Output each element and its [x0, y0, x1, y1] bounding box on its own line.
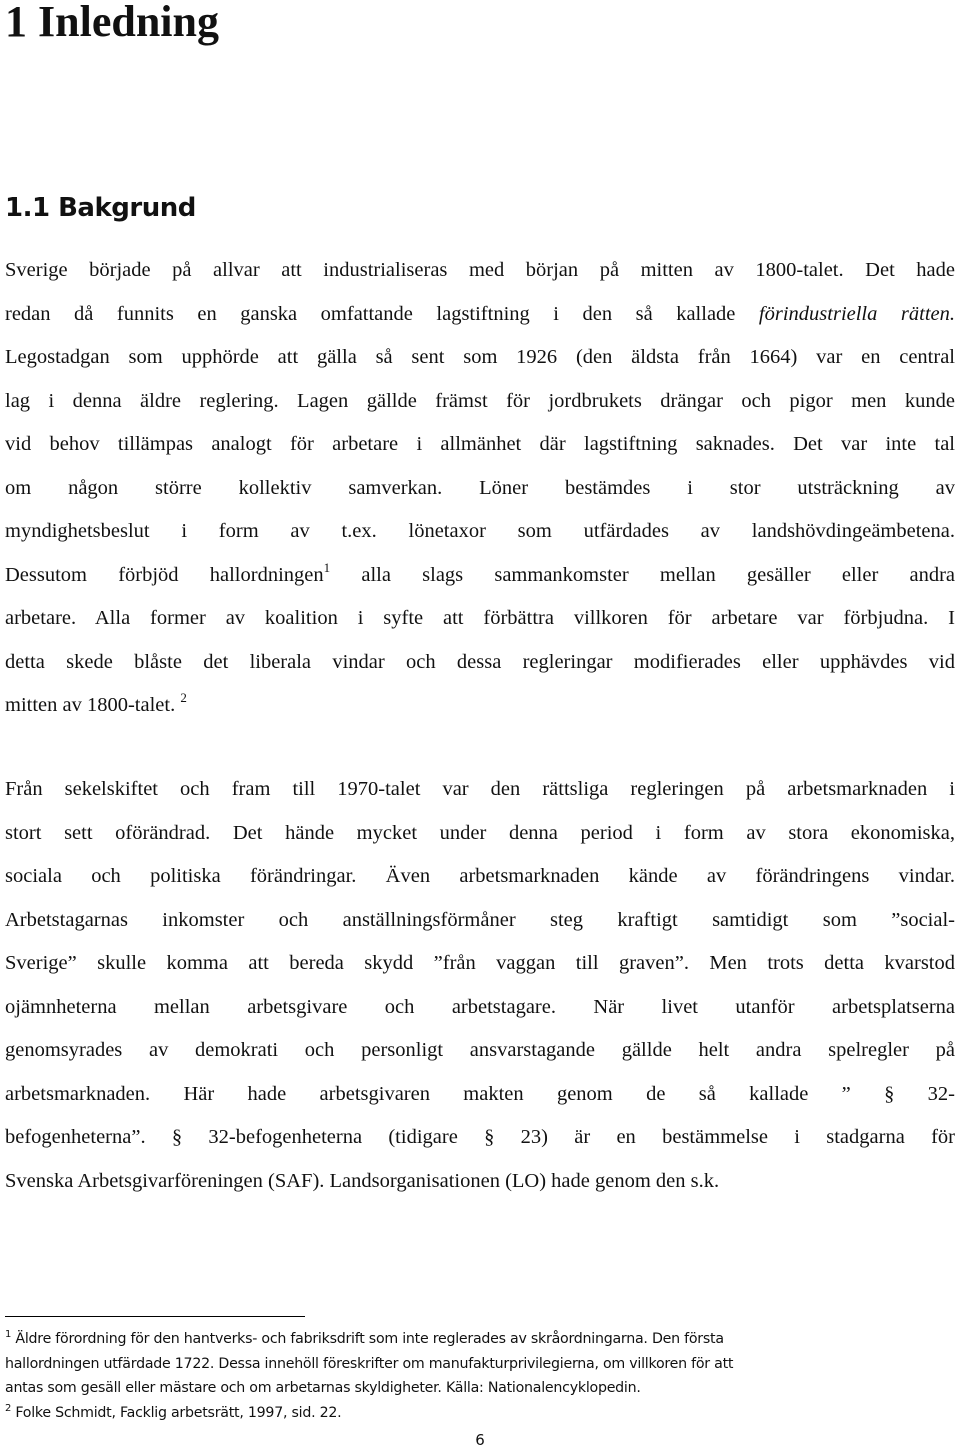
- footnote-2-line: [5, 1401, 955, 1426]
- section-heading: 1.1 Bakgrund: [5, 193, 196, 223]
- paragraph-bakgrund-2: [5, 768, 955, 1203]
- text-segment: Dessutom förbjöd hallordningen: [5, 563, 324, 586]
- footnote-text: Äldre förordning för den hantverks- och fabriksdrift som inte reglerades av skråordningarna. Den första: [15, 1331, 724, 1347]
- footnote-separator: [5, 1316, 305, 1317]
- footnotes: [5, 1327, 955, 1425]
- paragraph-bakgrund-1: [5, 249, 955, 728]
- text-segment: alla slags sammankomster mellan gesäller eller andra: [361, 563, 955, 586]
- text-line: lag i denna äldre reglering. Lagen gällde främst för jordbrukets drängar och pigor men kunde: [5, 389, 955, 412]
- text-line: Sverige började på allvar att industrialiseras med början på mitten av 1800-talet. Det hade: [5, 259, 955, 281]
- footnote-number: 2: [5, 1402, 12, 1414]
- text-line: [5, 554, 955, 598]
- chapter-heading: 1 Inledning: [5, 0, 219, 46]
- text-segment: redan då funnits en ganska omfattande lagstiftning i den så kallade: [5, 302, 736, 325]
- text-segment: mitten av 1800-talet.: [5, 694, 176, 716]
- text-line: [5, 684, 955, 728]
- footnote-text: Folke Schmidt, Facklig arbetsrätt, 1997, sid. 22.: [15, 1404, 342, 1421]
- text-line: om någon större kollektiv samverkan. Löner bestämdes i stor utsträckning av: [5, 476, 955, 499]
- footnote-1-line: antas som gesäll eller mästare och om arbetarnas skyldigheter. Källa: Nationalencyklopedin.: [5, 1380, 641, 1396]
- text-line: Sverige” skulle komma att bereda skydd ”från vaggan till graven”. Men trots detta kvarstod: [5, 952, 955, 974]
- footnote-reference[interactable]: 1: [323, 559, 331, 575]
- footnote-1-line: [5, 1327, 955, 1352]
- text-line: ojämnheterna mellan arbetsgivare och arbetstagare. När livet utanför arbetsplatserna: [5, 995, 955, 1018]
- text-line: sociala och politiska förändringar. Även arbetsmarknaden kände av förändringens vindar.: [5, 865, 955, 887]
- text-line: vid behov tillämpas analogt för arbetare i allmänhet där lagstiftning saknades. Det var inte tal: [5, 433, 955, 455]
- text-line: arbetare. Alla former av koalition i syfte att förbättra villkoren för arbetare var förbjudna. I: [5, 607, 955, 629]
- italic-term: förindustriella rätten.: [758, 302, 955, 325]
- text-line: Arbetstagarnas inkomster och anställningsförmåner steg kraftigt samtidigt som ”social-: [5, 908, 955, 931]
- text-line: stort sett oförändrad. Det hände mycket under denna period i form av stora ekonomiska,: [5, 821, 955, 844]
- text-line: myndighetsbeslut i form av t.ex. lönetaxor som utfärdades av landshövdingeämbetena.: [5, 520, 955, 542]
- text-line: detta skede blåste det liberala vindar och dessa regleringar modifierades eller upphävdes vid: [5, 650, 955, 673]
- text-line: befogenheterna”. § 32-befogenheterna (tidigare § 23) är en bestämmelse i stadgarna för: [5, 1126, 955, 1148]
- footnote-reference[interactable]: 2: [180, 690, 187, 705]
- footnote-1-line: hallordningen utfärdade 1722. Dessa innehöll föreskrifter om manufakturprivilegierna, om villkoren för att: [5, 1355, 734, 1372]
- text-line: Från sekelskiftet och fram till 1970-talet var den rättsliga regleringen på arbetsmarknaden i: [5, 778, 955, 800]
- text-line: [5, 293, 955, 337]
- text-line: Legostadgan som upphörde att gälla så sent som 1926 (den äldsta från 1664) var en central: [5, 346, 955, 368]
- footnote-number: 1: [5, 1329, 12, 1340]
- page-number: 6: [475, 1431, 485, 1449]
- text-line: genomsyrades av demokrati och personligt ansvarstagande gällde helt andra spelregler på: [5, 1039, 955, 1061]
- text-line: Svenska Arbetsgivarföreningen (SAF). Landsorganisationen (LO) hade genom den s.k.: [5, 1169, 720, 1192]
- text-line: arbetsmarknaden. Här hade arbetsgivaren makten genom de så kallade ” § 32-: [5, 1082, 955, 1105]
